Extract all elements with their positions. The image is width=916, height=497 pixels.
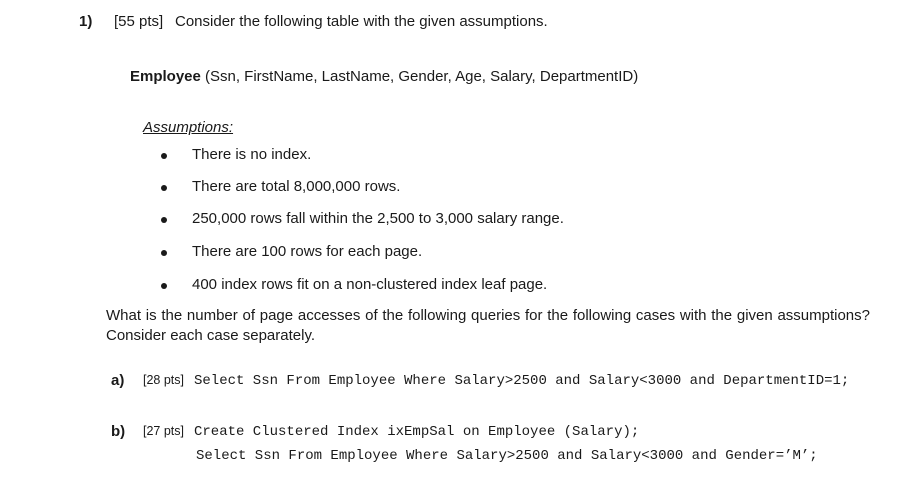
instruction-paragraph: What is the number of page accesses of the following queries for the following cases with the given assumptions? Consider each case separately. <box>106 307 870 344</box>
question-prompt: Consider the following table with the given assumptions. <box>175 13 548 30</box>
schema-columns: (Ssn, FirstName, LastName, Gender, Age, Salary, DepartmentID) <box>205 68 639 85</box>
case-points: [27 pts] <box>143 424 184 438</box>
assumption-text: 250,000 rows fall within the 2,500 to 3,000 salary range. <box>192 210 564 227</box>
assumptions-heading: Assumptions: <box>143 119 234 136</box>
bullet-icon <box>161 283 167 289</box>
assumption-text: 400 index rows fit on a non-clustered index leaf page. <box>192 276 548 293</box>
case-query: Select Ssn From Employee Where Salary>2500 and Salary<3000 and DepartmentID=1; <box>194 373 850 389</box>
case-query: Select Ssn From Employee Where Salary>2500 and Salary<3000 and Gender=’M’; <box>196 448 818 464</box>
question-points: [55 pts] <box>114 13 164 30</box>
question-number: 1) <box>79 13 93 30</box>
schema-table-name: Employee <box>130 68 201 85</box>
case-points: [28 pts] <box>143 373 184 387</box>
bullet-icon <box>161 185 167 191</box>
bullet-icon <box>161 217 167 223</box>
case-query: Create Clustered Index ixEmpSal on Employee (Salary); <box>194 424 640 440</box>
bullet-icon <box>161 250 167 256</box>
case-label: b) <box>111 423 126 440</box>
assumption-text: There are total 8,000,000 rows. <box>192 178 401 195</box>
assumption-text: There is no index. <box>192 146 312 163</box>
case-label: a) <box>111 372 125 389</box>
bullet-icon <box>161 153 167 159</box>
assumption-text: There are 100 rows for each page. <box>192 243 423 260</box>
